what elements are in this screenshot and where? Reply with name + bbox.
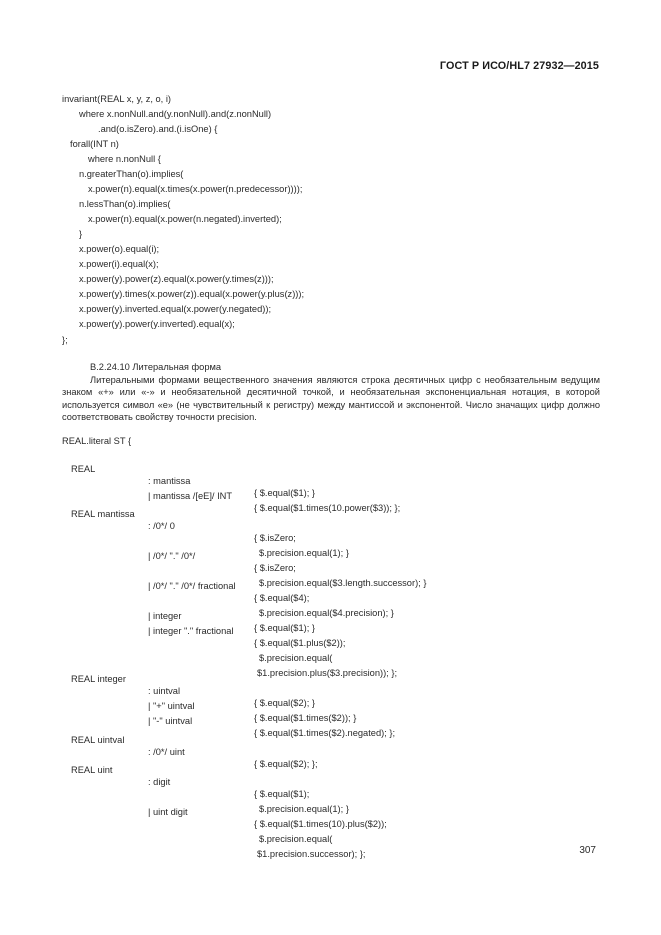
grammar-action: $1.precision.successor); }; <box>257 849 366 859</box>
grammar-rule: | "-" uintval <box>148 716 193 726</box>
section-paragraph <box>62 374 600 423</box>
grammar-rule: : /0*/ uint <box>148 747 185 757</box>
grammar-action: { $.equal($1); } <box>254 488 315 498</box>
code-line: n.lessThan(o).implies( <box>79 199 171 209</box>
grammar-action: { $.isZero; <box>254 563 296 573</box>
grammar-rule: | integer "." fractional <box>148 626 234 636</box>
code-line: .and(o.isZero).and.(i.isOne) { <box>98 124 218 134</box>
grammar-symbol: REAL uint <box>71 765 113 775</box>
grammar-rule: : digit <box>148 777 171 787</box>
grammar-rule: | mantissa /[eE]/ INT <box>148 491 233 501</box>
code-line: x.power(y).times(x.power(z)).equal(x.power(y.plus(z))); <box>79 289 305 299</box>
grammar-symbol: REAL uintval <box>71 735 125 745</box>
grammar-action: $.precision.equal( <box>259 834 333 844</box>
grammar-rule: : mantissa <box>148 476 191 486</box>
grammar-action: { $.isZero; <box>254 533 296 543</box>
code-line: forall(INT n) <box>70 139 119 149</box>
code-line: x.power(y).power(z).equal(x.power(y.times(z))); <box>79 274 274 284</box>
grammar-rule: | "+" uintval <box>148 701 195 711</box>
grammar-rule: | /0*/ "." /0*/ fractional <box>148 581 236 591</box>
grammar-symbol: REAL <box>71 464 96 474</box>
grammar-action: $1.precision.plus($3.precision)); }; <box>257 668 398 678</box>
grammar-action: { $.equal($1.times(10.power($3)); }; <box>254 503 401 513</box>
code-line: where x.nonNull.and(y.nonNull).and(z.nonNull) <box>79 109 272 119</box>
grammar-action: { $.equal($1.times(10).plus($2)); <box>254 819 387 829</box>
grammar-symbol: REAL integer <box>71 674 126 684</box>
grammar-action: { $.equal($1); <box>254 789 310 799</box>
grammar-action: { $.equal($1.times($2)); } <box>254 713 357 723</box>
code-line: x.power(i).equal(x); <box>79 259 159 269</box>
code-line: }; <box>62 335 68 345</box>
grammar-action: $.precision.equal(1); } <box>259 548 349 558</box>
grammar-action: { $.equal($1); } <box>254 623 315 633</box>
code-line: x.power(o).equal(i); <box>79 244 160 254</box>
code-line: x.power(n).equal(x.times(x.power(n.predecessor)))); <box>88 184 303 194</box>
grammar-rule: | /0*/ "." /0*/ <box>148 551 196 561</box>
grammar-action: { $.equal($1.plus($2)); <box>254 638 346 648</box>
code-line: x.power(y).power(y.inverted).equal(x); <box>79 319 235 329</box>
code-line: } <box>79 229 83 239</box>
page-number: 307 <box>579 845 596 856</box>
code-line: n.greaterThan(o).implies( <box>79 169 184 179</box>
grammar-symbol: REAL mantissa <box>71 509 135 519</box>
grammar-rule: | uint digit <box>148 807 188 817</box>
code-line: invariant(REAL x, y, z, o, i) <box>62 94 172 104</box>
grammar-header: REAL.literal ST { <box>62 436 132 446</box>
grammar-action: $.precision.equal($3.length.successor); } <box>259 578 427 588</box>
section-paragraph-text: Литеральными формами вещественного значения являются строка десятичных цифр с необязательным ведущим знаком «+» или «-» и необязательной десятичной точкой, и необязательная экспоненциальная нотация, в которой используется символ «e» (не чувствительный к регистру) между мантиссой и экспонентой. Число значащих цифр должно соответствовать свойству точности precision. <box>62 375 600 422</box>
grammar-action: $.precision.equal($4.precision); } <box>259 608 394 618</box>
grammar-action: { $.equal($1.times($2).negated); }; <box>254 728 396 738</box>
grammar-action: { $.equal($2); } <box>254 698 315 708</box>
grammar-rule: : uintval <box>148 686 181 696</box>
code-line: x.power(y).inverted.equal(x.power(y.negated)); <box>79 304 272 314</box>
document-header-standard: ГОСТ Р ИСО/HL7 27932—2015 <box>439 60 599 72</box>
grammar-action: { $.equal($2); }; <box>254 759 318 769</box>
code-line: x.power(n).equal(x.power(n.negated).inverted); <box>88 214 282 224</box>
code-line: where n.nonNull { <box>88 154 161 164</box>
grammar-rule: | integer <box>148 611 182 621</box>
grammar-action: $.precision.equal(1); } <box>259 804 349 814</box>
grammar-action: { $.equal($4); <box>254 593 310 603</box>
grammar-action: $.precision.equal( <box>259 653 333 663</box>
section-title: B.2.24.10 Литеральная форма <box>90 362 222 372</box>
grammar-rule: : /0*/ 0 <box>148 521 175 531</box>
